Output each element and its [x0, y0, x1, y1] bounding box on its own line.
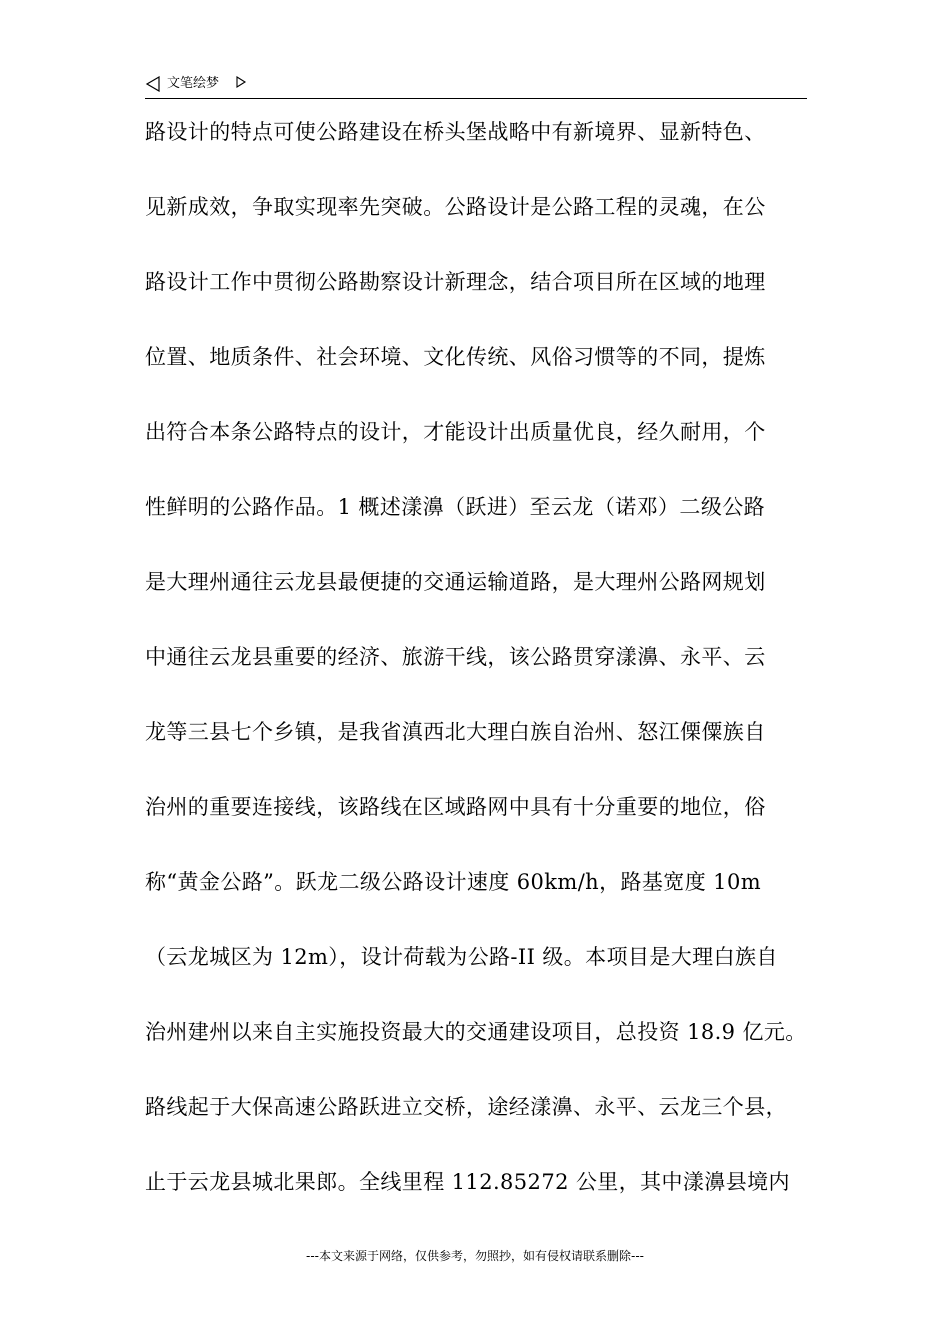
text-line: 位置、地质条件、社会环境、文化传统、风俗习惯等的不同，提炼 [145, 345, 766, 369]
left-triangle-icon [145, 76, 161, 92]
text-line: 路线起于大保高速公路跃进立交桥，途经漾濞、永平、云龙三个县， [145, 1095, 787, 1119]
text-line: 路设计的特点可使公路建设在桥头堡战略中有新境界、显新特色、 [145, 120, 766, 144]
text-line: 龙等三县七个乡镇，是我省滇西北大理白族自治州、怒江傈僳族自 [145, 720, 766, 744]
text-line: 治州的重要连接线，该路线在区域路网中具有十分重要的地位，俗 [145, 795, 766, 819]
footer-disclaimer: ---本文来源于网络，仅供参考，勿照抄，如有侵权请联系删除--- [306, 1249, 644, 1263]
text-line: 中通往云龙县重要的经济、旅游干线，该公路贯穿漾濞、永平、云 [145, 645, 766, 669]
text-line: 出符合本条公路特点的设计，才能设计出质量优良，经久耐用，个 [145, 420, 766, 444]
page-header [145, 74, 807, 99]
right-triangle-icon [235, 76, 247, 88]
text-line: （云龙城区为 12m），设计荷载为公路-II 级。本项目是大理白族自 [145, 945, 778, 969]
text-line: 性鲜明的公路作品。1 概述漾濞（跃进）至云龙（诺邓）二级公路 [145, 495, 766, 519]
text-line: 见新成效，争取实现率先突破。公路设计是公路工程的灵魂，在公 [145, 195, 766, 219]
text-line: 是大理州通往云龙县最便捷的交通运输道路，是大理州公路网规划 [145, 570, 766, 594]
text-line: 称“黄金公路”。跃龙二级公路设计速度 60km/h，路基宽度 10m [145, 870, 762, 894]
text-line: 止于云龙县城北果郎。全线里程 112.85272 公里，其中漾濞县境内 [145, 1170, 790, 1194]
text-line: 治州建州以来自主实施投资最大的交通建设项目，总投资 18.9 亿元。 [145, 1020, 807, 1044]
header-title: 文笔绘梦 [167, 76, 220, 91]
text-line: 路设计工作中贯彻公路勘察设计新理念，结合项目所在区域的地理 [145, 270, 766, 294]
